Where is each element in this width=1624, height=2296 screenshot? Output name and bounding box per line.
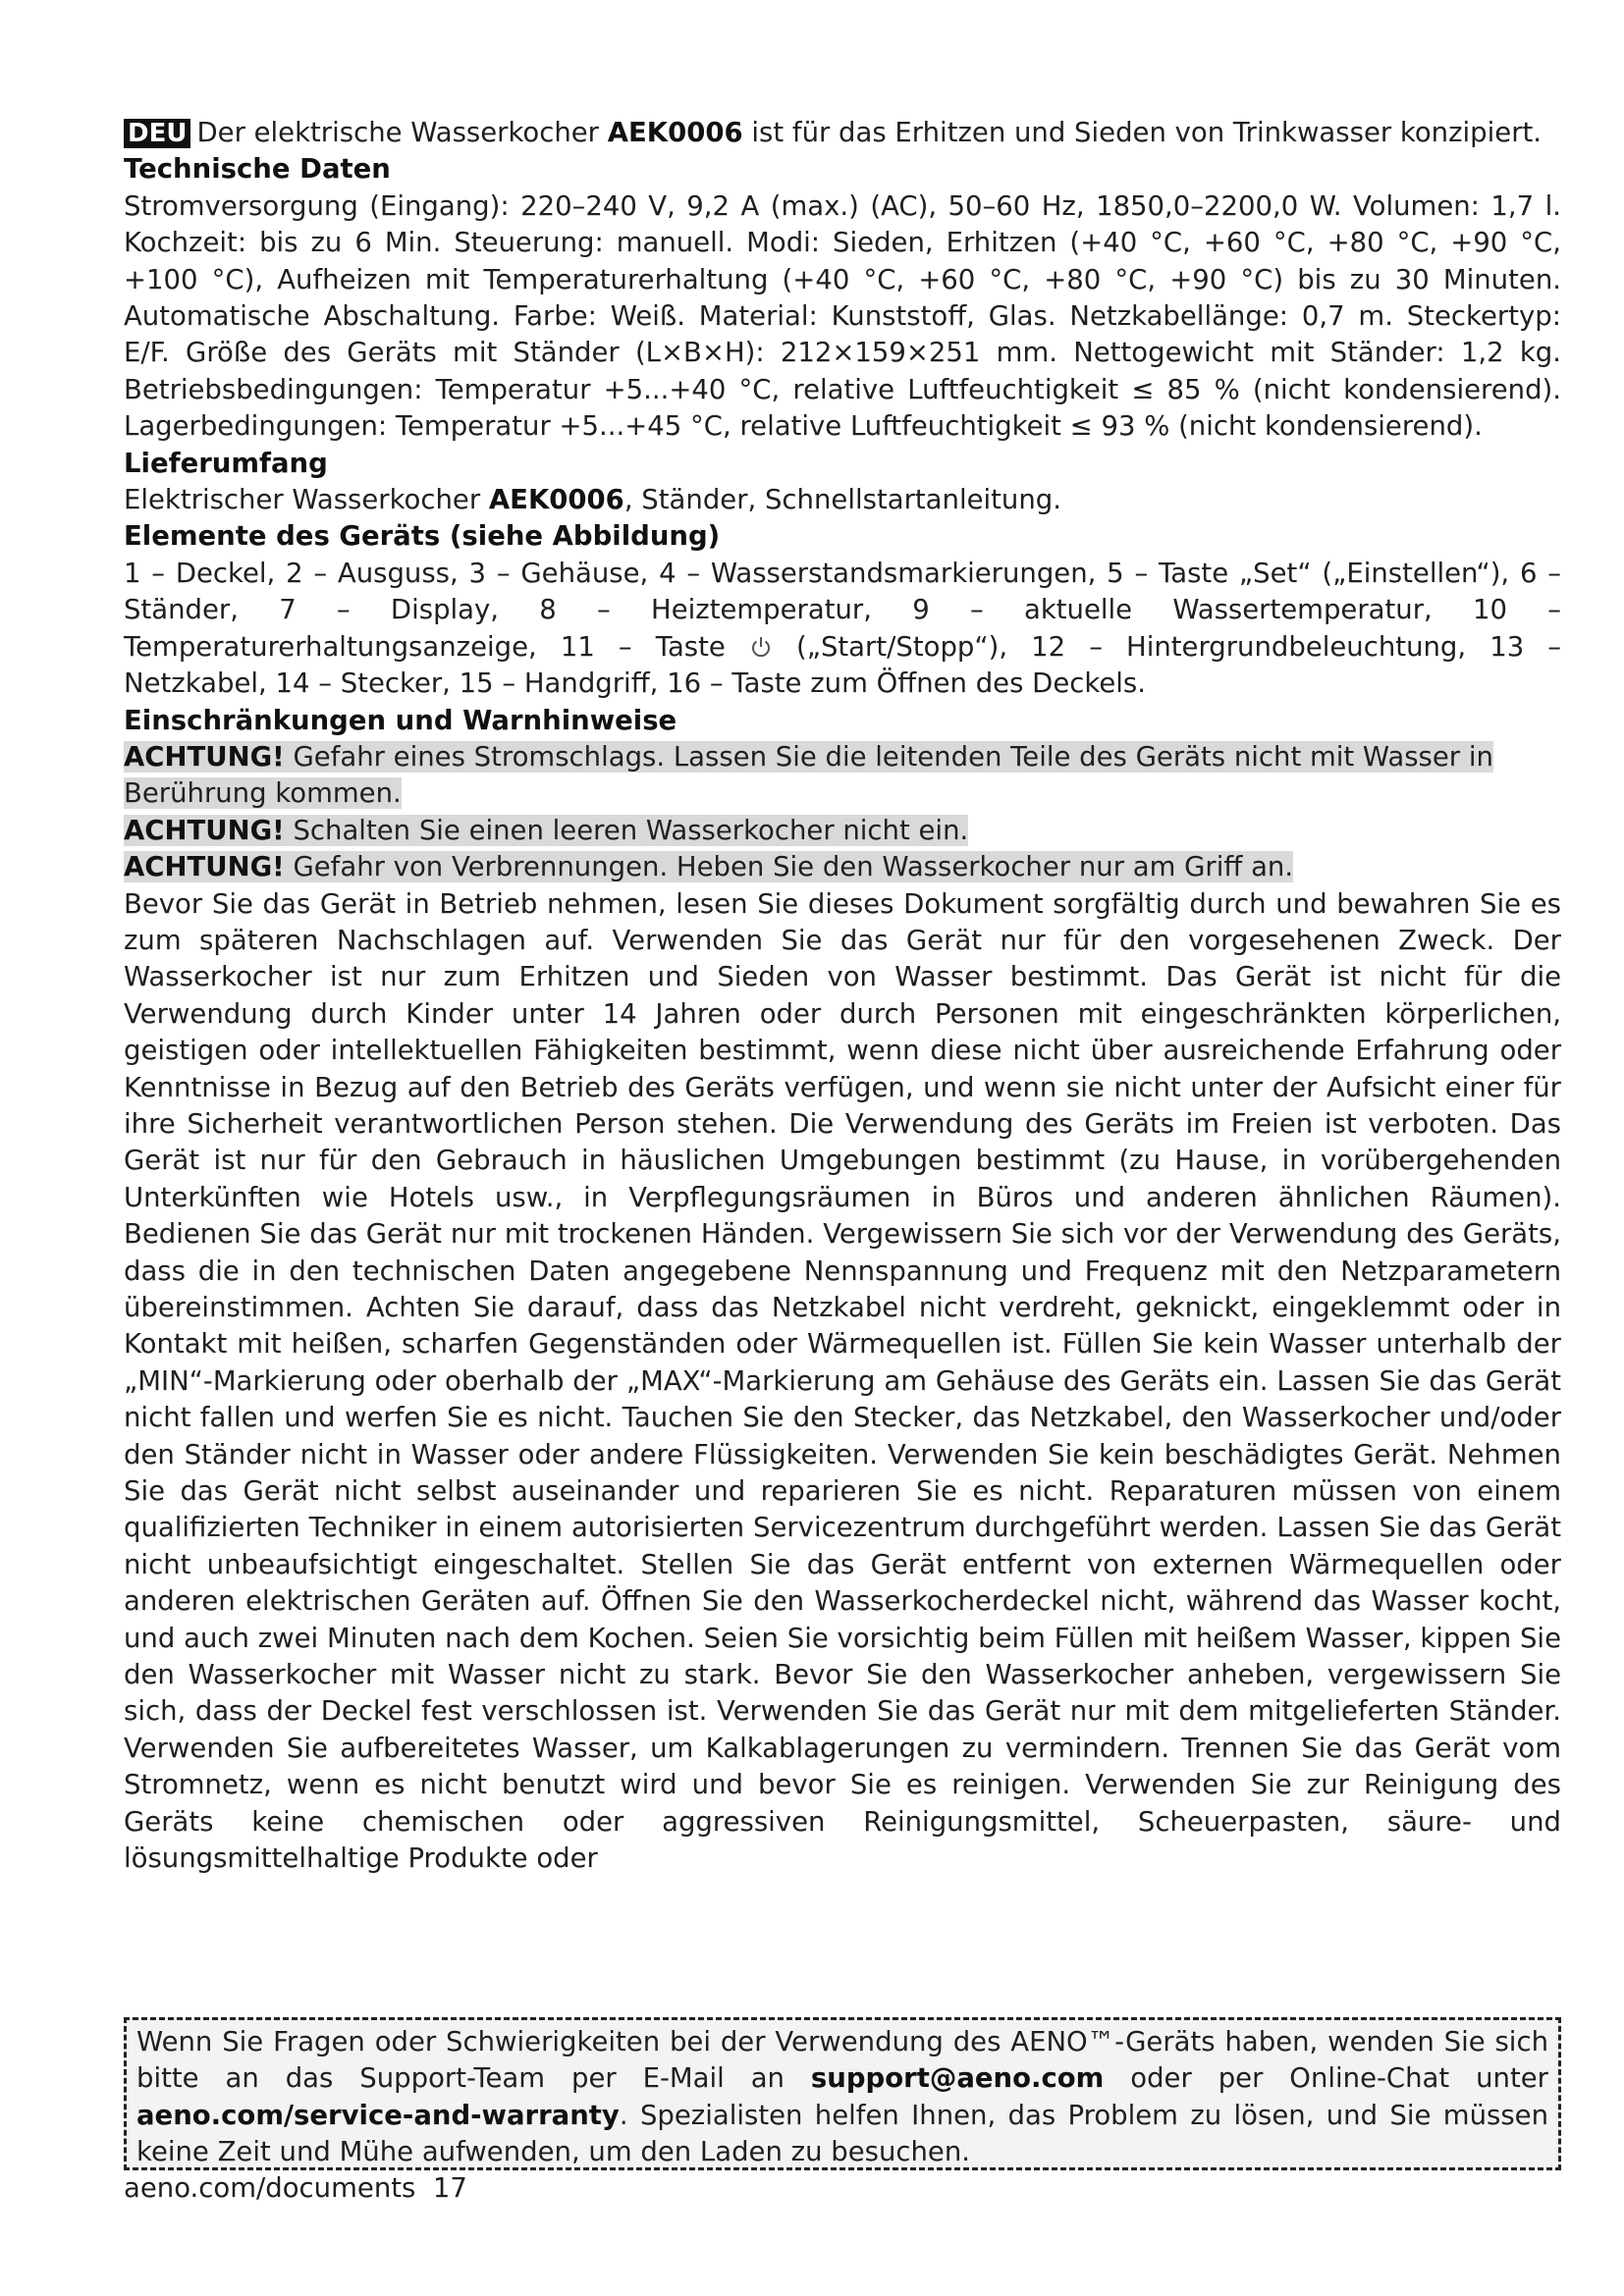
warning-3 [124,849,1561,885]
footer-site-link[interactable]: aeno.com/documents [124,2172,416,2204]
tech-text: Stromversorgung (Eingang): 220–240 V, 9,2 A (max.) (AC), 50–60 Hz, 1850,0–2200,0 W. Volumen: 1,7 l. Kochzeit: bis zu 6 Min. Steuerung: manuell. Modi: Sieden, Erhitzen (+40 °C, +60 °C, +80 °C, +90 °C, +100 °C), Aufheizen mit Temperaturerhaltung (+40 °C, +60 °C, +80 °C, +90 °C) bis zu 30 Minuten. Automatische Abschaltung. Farbe: Weiß. Material: Kunststoff, Glas. Netzkabellänge: 0,7 m. Steckertyp: E/F. Größe des Geräts mit Ständer (L×B×H): 212×159×251 mm. Nettogewicht mit Ständer: 1,2 kg. Betriebsbedingungen: Temperatur +5...+40 °C, relative Luftfeuchtigkeit ≤ 85 % (nicht kondensierend). Lagerbedingungen: Temperatur +5...+45 °C, relative Luftfeuchtigkeit ≤ 93 % (nicht kondensierend). [124,189,1561,443]
support-text-3: . Spezialisten helfen Ihnen, das Problem zu lösen, und Sie müssen keine Zeit und Mühe aufwenden, um den Laden zu besuchen. [136,2099,1548,2168]
intro-text-1: Der elektrische Wasserkocher [196,117,608,148]
intro-text-2: ist für das Erhitzen und Sieden von Trinkwasser konzipiert. [742,117,1543,148]
language-badge: DEU [124,119,190,148]
page-number: 17 [432,2172,467,2204]
intro-paragraph [124,115,1561,151]
warning-1 [124,739,1561,813]
support-url-link[interactable]: aeno.com/service-and-warranty [136,2099,620,2131]
warning-1-text: Gefahr eines Stromschlags. Lassen Sie die leitenden Teile des Geräts nicht mit Wasser in Berührung kommen. [124,740,1493,810]
support-text-1: Wenn Sie Fragen oder Schwierigkeiten bei der Verwendung des AENO™-Geräts haben, wenden Sie sich bitte an das Support-Team per E-Mail an [136,2026,1548,2095]
elements-text-1: 1 – Deckel, 2 – Ausguss, 3 – Gehäuse, 4 – Wasserstandsmarkierungen, 5 – Taste „Set“ („Einstellen“), 6 – Ständer, 7 – Display, 8 – Heiztemperatur, 9 – aktuelle Wassertemperatur, 10 – Temperaturerhaltungsanzeige, 11 – Taste [124,557,1561,663]
document-body [124,115,1561,1878]
intro-model: AEK0006 [607,117,743,148]
power-icon [751,632,771,656]
warnings-heading: Einschränkungen und Warnhinweise [124,704,677,736]
tech-heading: Technische Daten [124,153,391,186]
warnings-body: Bevor Sie das Gerät in Betrieb nehmen, lesen Sie dieses Dokument sorgfältig durch und bewahren Sie es zum späteren Nachschlagen auf. Verwenden Sie das Gerät nur für den vorgesehenen Zweck. Der Wasserkocher ist nur zum Erhitzen und Sieden von Wasser bestimmt. Das Gerät ist nicht für die Verwendung durch Kinder unter 14 Jahren oder durch Personen mit eingeschränkten körperlichen, geistigen oder intellektuellen Fähigkeiten bestimmt, wenn diese nicht über ausreichende Erfahrung oder Kenntnisse in Bezug auf den Betrieb des Geräts verfügen, und wenn sie nicht unter der Aufsicht einer für ihre Sicherheit verantwortlichen Person stehen. Die Verwendung des Geräts im Freien ist verboten. Das Gerät ist nur für den Gebrauch in häuslichen Umgebungen bestimmt (zu Hause, in vorübergehenden Unterkünften wie Hotels usw., in Verpflegungsräumen in Büros und anderen ähnlichen Räumen). Bedienen Sie das Gerät nur mit trockenen Händen. Vergewissern Sie sich vor der Verwendung des Geräts, dass die in den technischen Daten angegebene Nennspannung und Frequenz mit den Netzparametern übereinstimmen. Achten Sie darauf, dass das Netzkabel nicht verdreht, geknickt, eingeklemmt oder in Kontakt mit heißen, scharfen Gegenständen oder Wärmequellen ist. Füllen Sie kein Wasser unterhalb der „MIN“-Markierung oder oberhalb der „MAX“-Markierung am Gehäuse des Geräts ein. Lassen Sie das Gerät nicht fallen und werfen Sie es nicht. Tauchen Sie den Stecker, das Netzkabel, den Wasserkocher und/oder den Ständer nicht in Wasser oder andere Flüssigkeiten. Verwenden Sie kein beschädigtes Gerät. Nehmen Sie das Gerät nicht selbst auseinander und reparieren Sie es nicht. Reparaturen müssen von einem qualifizierten Techniker in einem autorisierten Servicezentrum durchgeführt werden. Lassen Sie das Gerät nicht unbeaufsichtigt eingeschaltet. Stellen Sie das Gerät entfernt von externen Wärmequellen oder anderen elektrischen Geräten auf. Öffnen Sie den Wasserkocherdeckel nicht, während das Wasser kocht, und auch zwei Minuten nach dem Kochen. Seien Sie vorsichtig beim Füllen mit heißem Wasser, kippen Sie den Wasserkocher mit Wasser nicht zu stark. Bevor Sie den Wasserkocher anheben, vergewissern Sie sich, dass der Deckel fest verschlossen ist. Verwenden Sie das Gerät nur mit dem mitgelieferten Ständer. Verwenden Sie aufbereitetes Wasser, um Kalkablagerungen zu vermindern. Trennen Sie das Gerät vom Stromnetz, wenn es nicht benutzt wird und bevor Sie es reinigen. Verwenden Sie zur Reinigung des Geräts keine chemischen oder aggressiven Reinigungsmittel, Scheuerpasten, säure- und lösungsmittelhaltige Produkte oder [124,887,1561,1875]
warning-3-label: ACHTUNG! [124,851,285,883]
page-footer [124,2170,467,2207]
support-email-link[interactable]: support@aeno.com [810,2062,1105,2095]
support-callout [124,2017,1561,2170]
warning-3-text: Gefahr von Verbrennungen. Heben Sie den Wasserkocher nur am Griff an. [284,851,1294,883]
scope-text-1: Elektrischer Wasserkocher [124,484,489,516]
warning-2 [124,813,1561,849]
elements-text-2: („Start/Stopp“), 12 – Hintergrundbeleuchtung, 13 – Netzkabel, 14 – Stecker, 15 – Handgriff, 16 – Taste zum Öffnen des Deckels. [124,630,1562,700]
support-text-2: oder per Online-Chat unter [1104,2062,1548,2095]
scope-text-2: , Ständer, Schnellstartanleitung. [623,484,1061,516]
scope-text [124,482,1561,518]
warning-2-text: Schalten Sie einen leeren Wasserkocher nicht ein. [284,814,969,846]
elements-text [124,556,1561,703]
elements-heading: Elemente des Geräts (siehe Abbildung) [124,520,721,553]
scope-model: AEK0006 [488,484,624,516]
warning-2-label: ACHTUNG! [124,814,285,846]
scope-heading: Lieferumfang [124,447,328,479]
warning-1-label: ACHTUNG! [124,740,285,773]
